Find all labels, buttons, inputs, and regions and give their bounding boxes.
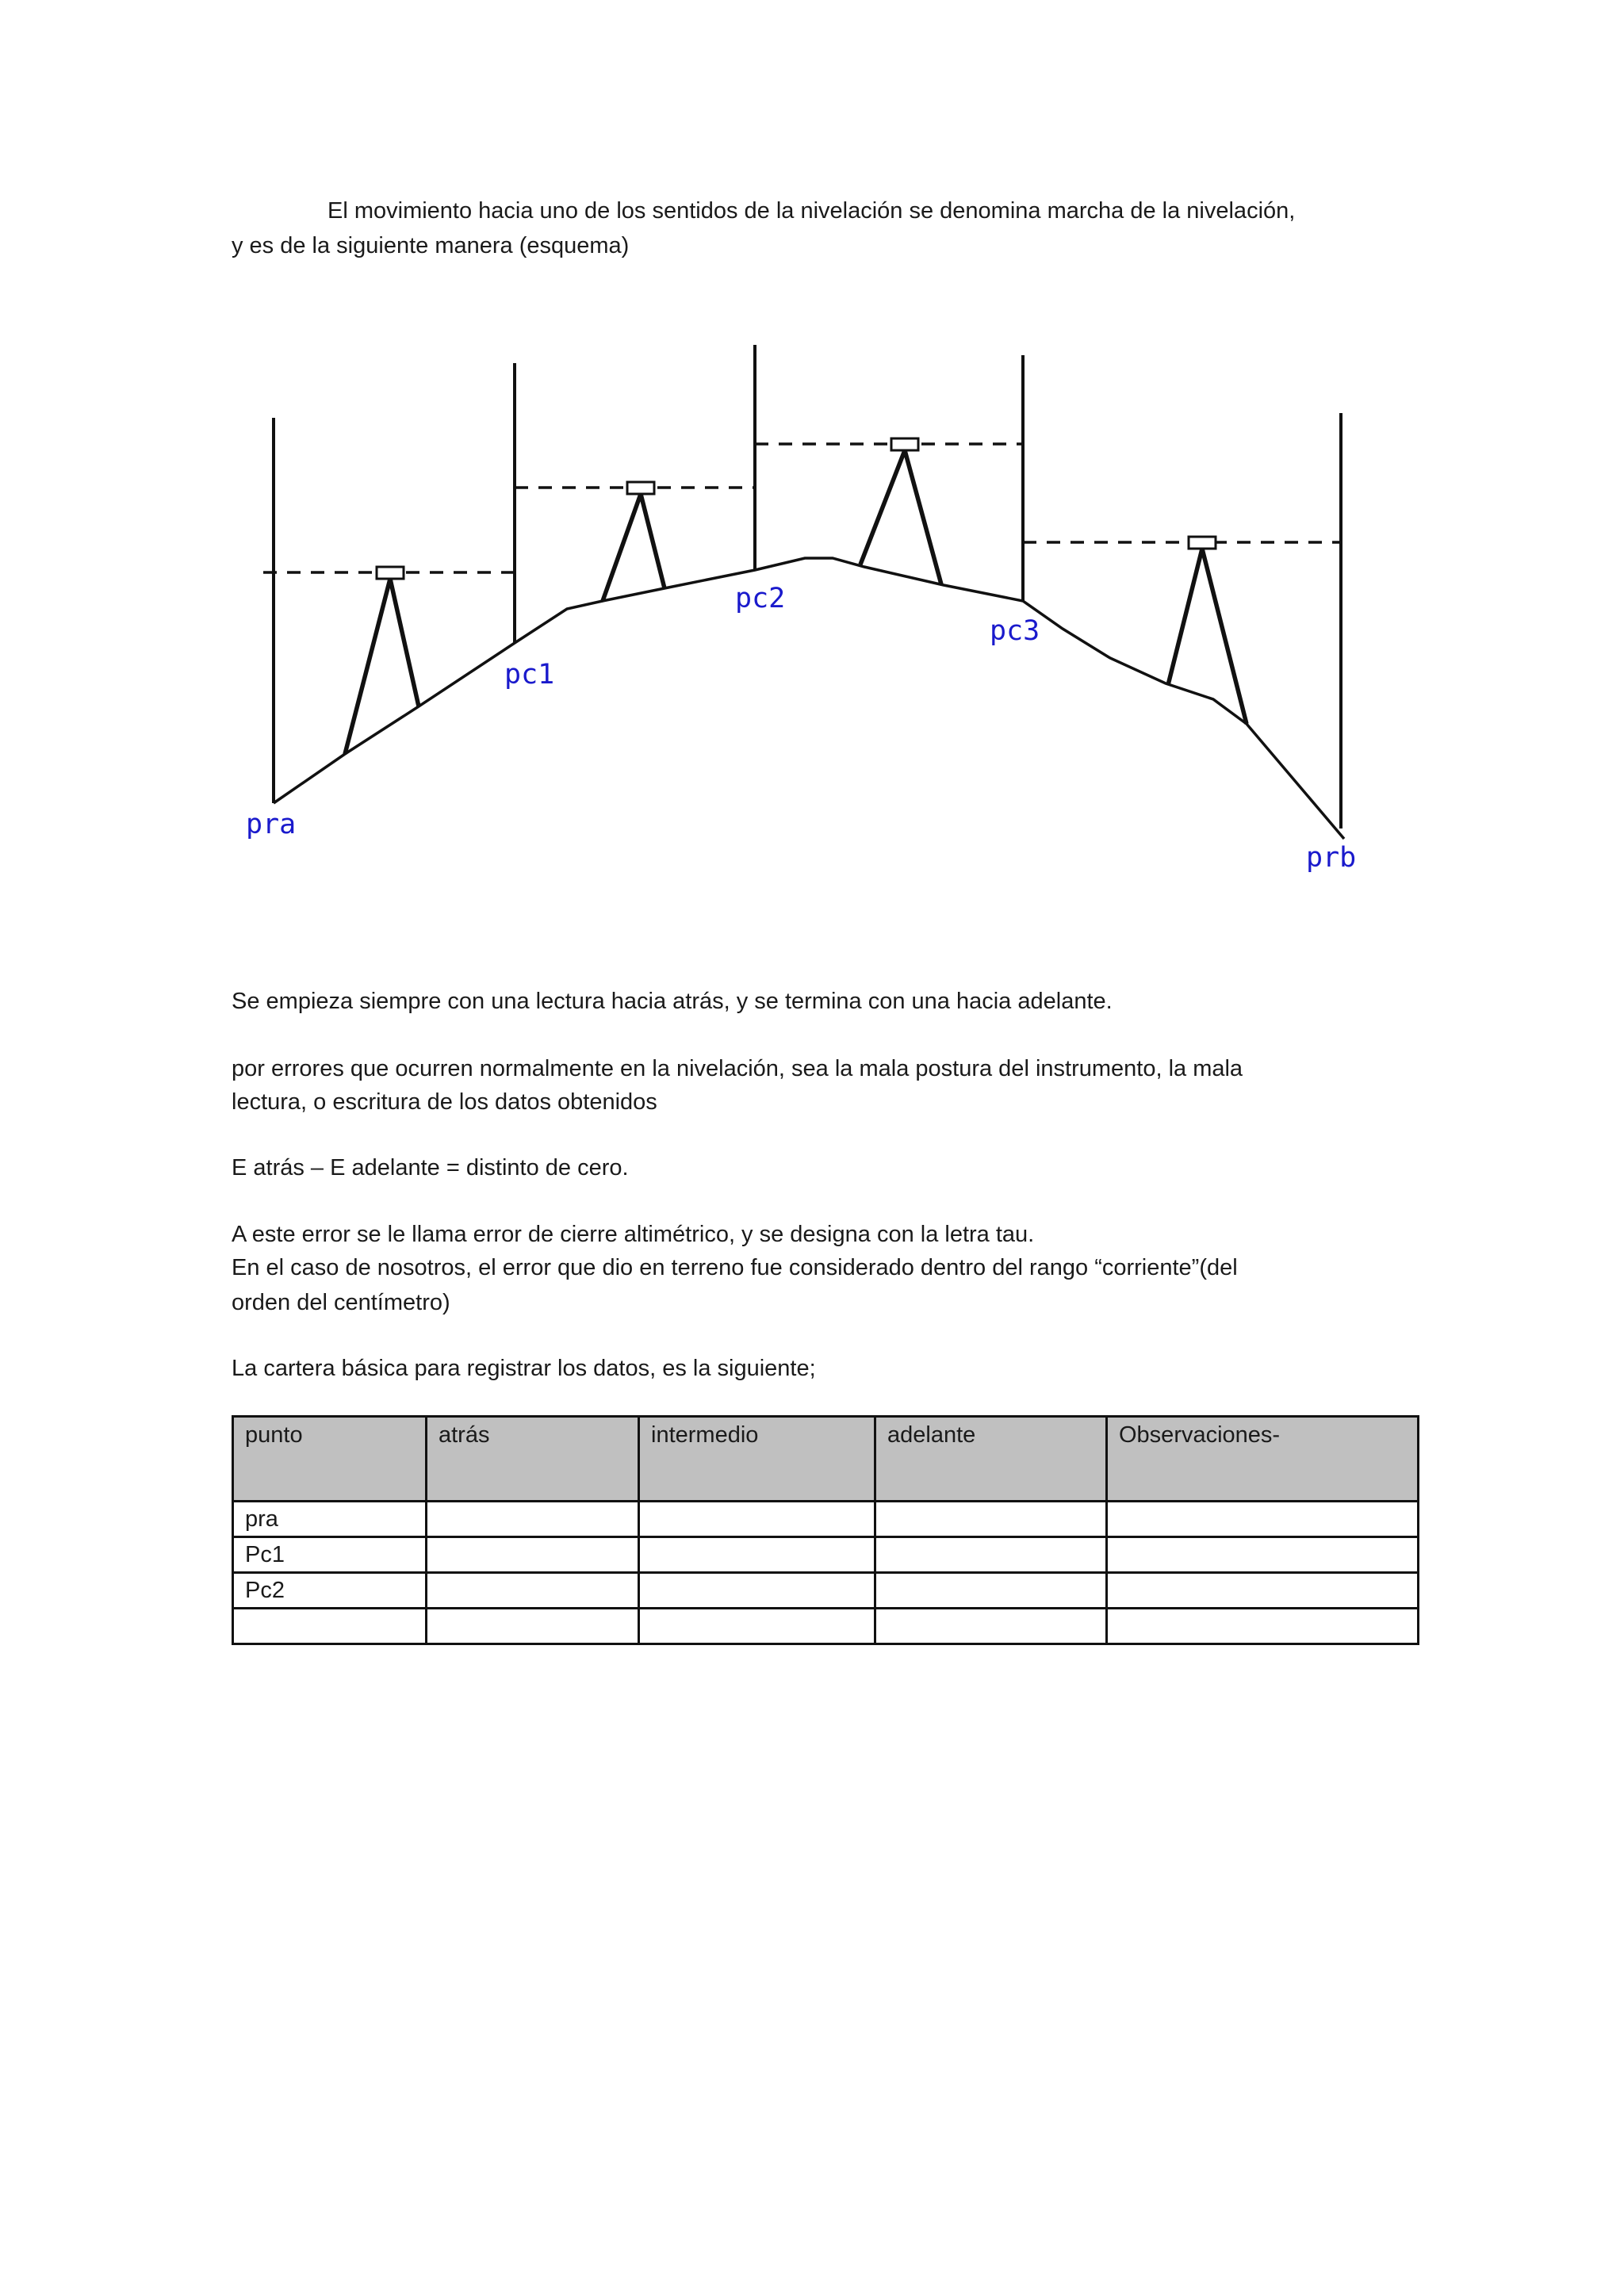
level-instrument-3 [891,438,918,450]
leveling-diagram [0,0,1624,912]
cell-punto: pra [233,1502,427,1537]
header-adelante: adelante [875,1417,1107,1502]
level-instrument-4 [1189,537,1216,549]
cell-intermedio [639,1537,875,1573]
tripod-2 [603,494,665,601]
intro-line-2: y es de la siguiente manera (esquema) [232,233,630,258]
level-instruments [377,438,1216,579]
cell-adelante [875,1573,1107,1609]
label-pra: pra [246,809,297,840]
header-atras: atrás [427,1417,639,1502]
cell-atras [427,1537,639,1573]
table-row [233,1573,1419,1609]
cell-punto: Pc2 [233,1573,427,1609]
header-punto: punto [233,1417,427,1502]
paragraph-errors-line-1: por errores que ocurren normalmente en la nivelación, sea la mala postura del instrumento, la mala [232,1056,1243,1081]
label-pc3: pc3 [990,615,1040,647]
paragraph-tau-line-2: En el caso de nosotros, el error que dio en terreno fue considerado dentro del rango “corriente”(del [232,1255,1238,1280]
label-pc1: pc1 [504,659,555,691]
cell-punto: Pc1 [233,1537,427,1573]
cell-intermedio [639,1502,875,1537]
tripod-3 [860,450,941,584]
label-pc2: pc2 [735,583,786,614]
table-row [233,1609,1419,1644]
cell-observaciones [1107,1609,1419,1644]
cell-atras [427,1609,639,1644]
paragraph-cartera: La cartera básica para registrar los datos, es la siguiente; [232,1356,816,1381]
cell-intermedio [639,1609,875,1644]
cell-observaciones [1107,1502,1419,1537]
cell-intermedio [639,1573,875,1609]
cell-atras [427,1502,639,1537]
table-row [233,1537,1419,1573]
tripods [345,450,1247,754]
leveling-staffs [274,345,1341,828]
cell-adelante [875,1609,1107,1644]
cell-observaciones [1107,1537,1419,1573]
table-row [233,1502,1419,1537]
tripod-1 [345,579,419,754]
cell-observaciones [1107,1573,1419,1609]
level-instrument-2 [627,482,654,494]
header-observaciones: Observaciones- [1107,1417,1419,1502]
paragraph-tau-line-3: orden del centímetro) [232,1290,450,1315]
cartera-table [232,1415,1419,1645]
table-header-row [233,1417,1419,1502]
header-intermedio: intermedio [639,1417,875,1502]
cell-punto [233,1609,427,1644]
sight-lines [263,444,1341,572]
label-prb: prb [1306,842,1357,874]
paragraph-tau-line-1: A este error se le llama error de cierre altimétrico, y se designa con la letra tau. [232,1222,1035,1247]
paragraph-start-end: Se empieza siempre con una lectura hacia atrás, y se termina con una hacia adelante. [232,989,1113,1014]
paragraph-formula: E atrás – E adelante = distinto de cero. [232,1155,629,1181]
cell-adelante [875,1537,1107,1573]
level-instrument-1 [377,567,404,579]
cell-adelante [875,1502,1107,1537]
intro-line-1: El movimiento hacia uno de los sentidos de la nivelación se denomina marcha de la nivelación, [327,198,1296,224]
terrain-profile [274,558,1344,839]
cell-atras [427,1573,639,1609]
paragraph-errors-line-2: lectura, o escritura de los datos obtenidos [232,1089,657,1115]
